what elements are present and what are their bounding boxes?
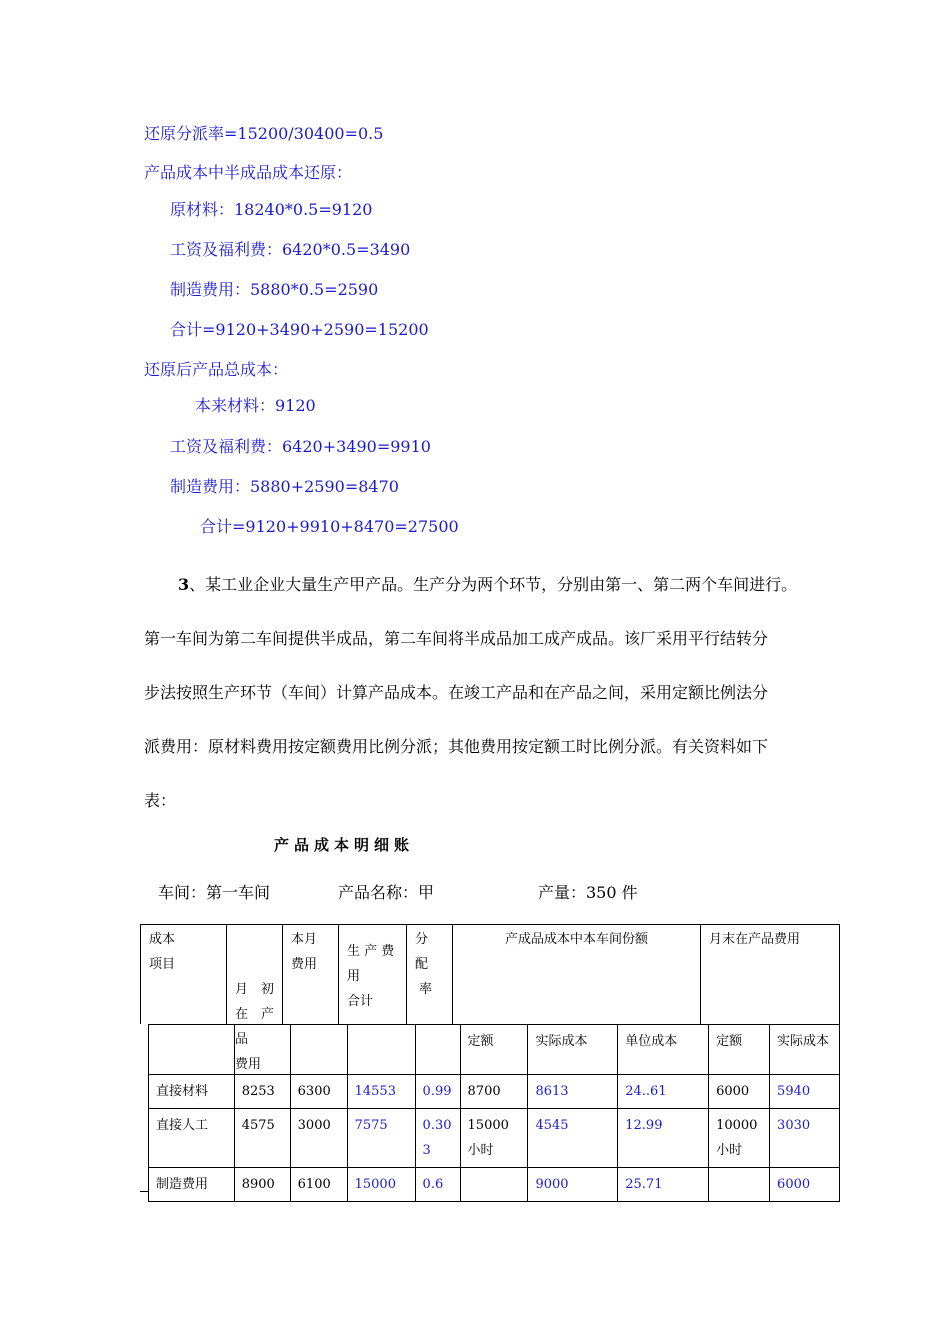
cell-w-actual: 3030 xyxy=(770,1109,840,1168)
problem-line-5: 表： xyxy=(144,791,177,810)
header-wip: 月末在产品费用 xyxy=(709,932,801,947)
calc-line-8: 本来材料：9120 xyxy=(195,396,316,415)
cell-w-quota: 6000 xyxy=(709,1075,770,1109)
cost-table xyxy=(148,1024,840,1202)
cell xyxy=(234,1025,290,1075)
subheader-f-actual: 实际成本 xyxy=(528,1025,618,1075)
cell-begin: 8900 xyxy=(234,1168,290,1202)
cell-f-unit: 12.99 xyxy=(618,1109,709,1168)
calc-line-1: 还原分派率=15200/30400=0.5 xyxy=(144,124,384,143)
cell-total: 7575 xyxy=(347,1109,415,1168)
subheader-w-actual: 实际成本 xyxy=(770,1025,840,1075)
problem-number: 3 xyxy=(178,575,190,594)
problem-line-1 xyxy=(178,575,868,595)
cell-begin: 8253 xyxy=(234,1075,290,1109)
cell-total: 15000 xyxy=(347,1168,415,1202)
cell-month: 3000 xyxy=(290,1109,347,1168)
header-total: 生 产 费 用 合计 xyxy=(339,925,407,1025)
cell-f-actual: 4545 xyxy=(528,1109,618,1168)
cell-month: 6300 xyxy=(290,1075,347,1109)
cell-item: 制造费用 xyxy=(149,1168,235,1202)
cell-f-actual: 8613 xyxy=(528,1075,618,1109)
cell-w-quota xyxy=(709,1168,770,1202)
table-row xyxy=(149,1168,840,1202)
header-item: 成本 项目 xyxy=(141,925,227,1025)
calc-line-10: 制造费用：5880+2590=8470 xyxy=(170,477,399,496)
subheader-w-quota: 定额 xyxy=(709,1025,770,1075)
table-left-edge xyxy=(140,1024,148,1192)
calc-line-7: 还原后产品总成本： xyxy=(144,360,289,379)
info-output: 产量：350 件 xyxy=(538,883,638,902)
calc-line-6: 合计=9120+3490+2590=15200 xyxy=(170,320,429,339)
subheader-f-unit: 单位成本 xyxy=(618,1025,709,1075)
header-month: 本月 费用 xyxy=(283,925,339,1025)
header-finished: 产成品成本中本车间份额 xyxy=(453,925,701,1025)
cell-item: 直接人工 xyxy=(149,1109,235,1168)
table-title: 产品成本明细账 xyxy=(274,836,415,854)
calc-line-11: 合计=9120+9910+8470=27500 xyxy=(200,517,459,536)
subheader-f-quota: 定额 xyxy=(460,1025,528,1075)
problem-text-1: 、某工业企业大量生产甲产品。生产分为两个环节，分别由第一、第二两个车间进行。 xyxy=(189,575,798,594)
cell-rate: 0.99 xyxy=(415,1075,460,1109)
cell-w-quota: 10000 小时 xyxy=(709,1109,770,1168)
header-begin: 月 初 在 产 品 费用 xyxy=(227,925,283,1025)
cell-month: 6100 xyxy=(290,1168,347,1202)
cell xyxy=(290,1025,347,1075)
cell-f-unit: 24..61 xyxy=(618,1075,709,1109)
cell-w-actual: 5940 xyxy=(770,1075,840,1109)
calc-line-9: 工资及福利费：6420+3490=9910 xyxy=(170,437,431,456)
cell-begin: 4575 xyxy=(234,1109,290,1168)
cell-rate: 0.6 xyxy=(415,1168,460,1202)
problem-line-3: 步法按照生产环节（车间）计算产品成本。在竣工产品和在产品之间，采用定额比例法分 xyxy=(144,683,769,702)
cell xyxy=(347,1025,415,1075)
cell-f-quota: 15000 小时 xyxy=(460,1109,528,1168)
cell-f-unit: 25.71 xyxy=(618,1168,709,1202)
header-rate: 分 配 率 xyxy=(407,925,453,1025)
calc-line-5: 制造费用：5880*0.5=2590 xyxy=(170,280,379,299)
subheader-row xyxy=(149,1025,840,1075)
cell-total: 14553 xyxy=(347,1075,415,1109)
info-workshop: 车间：第一车间 xyxy=(158,883,271,902)
cell-f-quota xyxy=(460,1168,528,1202)
cell xyxy=(149,1025,235,1075)
calc-line-3: 原材料：18240*0.5=9120 xyxy=(170,200,373,219)
cell-item: 直接材料 xyxy=(149,1075,235,1109)
calc-line-4: 工资及福利费：6420*0.5=3490 xyxy=(170,240,411,259)
cell-f-actual: 9000 xyxy=(528,1168,618,1202)
problem-line-2: 第一车间为第二车间提供半成品，第二车间将半成品加工成产成品。该厂采用平行结转分 xyxy=(144,629,769,648)
cell-f-quota: 8700 xyxy=(460,1075,528,1109)
table-row xyxy=(149,1075,840,1109)
cell-w-actual: 6000 xyxy=(770,1168,840,1202)
problem-line-4: 派费用：原材料费用按定额费用比例分派；其他费用按定额工时比例分派。有关资料如下 xyxy=(144,737,769,756)
cell-rate: 0.30 3 xyxy=(415,1109,460,1168)
table-row xyxy=(149,1109,840,1168)
calc-line-2: 产品成本中半成品成本还原： xyxy=(144,163,353,182)
cell xyxy=(415,1025,460,1075)
info-product: 产品名称：甲 xyxy=(338,883,435,902)
